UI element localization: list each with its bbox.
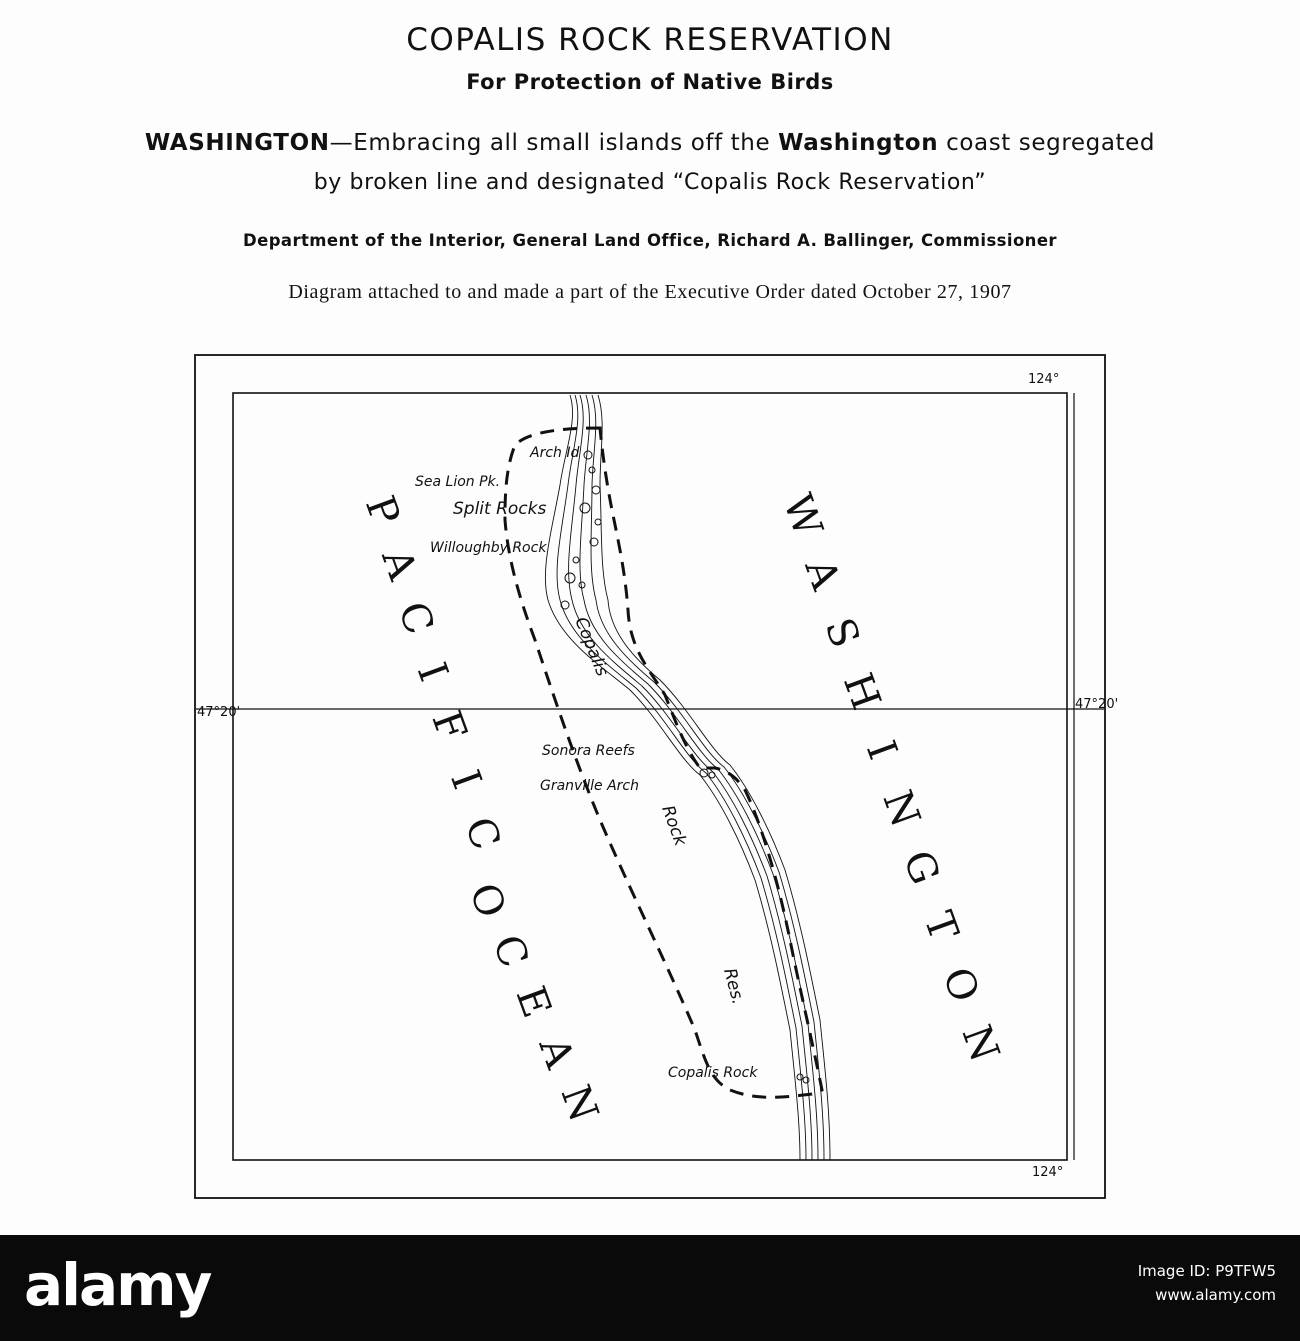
pacific-letter: C [388, 595, 443, 641]
washington-letter: T [914, 905, 967, 947]
department-line: Department of the Interior, General Land Office, Richard A. Ballinger, Commissioner [243, 231, 1057, 250]
ocean-letter: N [551, 1079, 607, 1128]
description-part-a: —Embracing all small islands off the [329, 130, 779, 156]
reservation-label-copalis: Copalis [570, 614, 613, 680]
description-state: WASHINGTON [144, 130, 330, 156]
description-line-2: by broken line and designated “Copalis Rock Reservation” [313, 170, 987, 195]
page-title: COPALIS ROCK RESERVATION [406, 22, 894, 58]
label-willoughby: Willoughby Rock [430, 540, 547, 556]
washington-letter: I [857, 734, 906, 766]
footer-bar [0, 1235, 1300, 1341]
islets [561, 451, 809, 1083]
longitude-label-top: 124° [1028, 372, 1060, 387]
washington-letter: G [893, 844, 948, 891]
label-sea-lion: Sea Lion Pk. [415, 474, 501, 490]
label-split-rocks: Split Rocks [453, 499, 547, 519]
reservation-label-res: Res. [719, 966, 748, 1007]
pacific-letter: I [441, 764, 490, 796]
page-subtitle: For Protection of Native Birds [466, 70, 834, 94]
latitude-label-right: 47°20' [1075, 697, 1119, 712]
washington-letter: N [873, 784, 929, 834]
label-copalis-rock: Copalis Rock [668, 1065, 758, 1081]
pacific-letter: I [407, 656, 457, 688]
reservation-label-rock: Rock [657, 802, 691, 849]
label-sonora: Sonora Reefs [542, 743, 635, 759]
ocean-letter: A [529, 1031, 583, 1075]
ocean-letter: O [459, 877, 515, 924]
washington-letter: W [773, 488, 831, 543]
description-part-c: coast segregated [938, 130, 1156, 156]
outer-map-frame [195, 355, 1105, 1198]
alamy-logo[interactable]: alamy [24, 1251, 211, 1319]
label-granville: Granville Arch [540, 778, 639, 794]
diagram-note: Diagram attached to and made a part of the Executive Order dated October 27, 1907 [288, 281, 1012, 303]
latitude-label-left: 47°20' [197, 705, 241, 720]
alamy-url[interactable]: www.alamy.com [1155, 1286, 1276, 1304]
pacific-letter: A [372, 542, 426, 586]
pacific-letter: F [422, 704, 476, 747]
washington-letter: N [952, 1019, 1008, 1068]
pacific-letter: P [355, 490, 409, 532]
ocean-letter: C [483, 929, 538, 974]
longitude-label-bottom: 124° [1032, 1165, 1064, 1180]
image-id-block [1138, 1259, 1276, 1307]
region-label-washington [0, 0, 308, 10]
ocean-letter: E [506, 980, 560, 1024]
washington-letter: S [815, 612, 869, 654]
description-part-b: Washington [778, 130, 939, 156]
washington-letters [774, 488, 1008, 1068]
label-archipelago: Arch Id [530, 445, 580, 461]
ocean-letters [460, 877, 607, 1128]
washington-letter: H [833, 667, 890, 716]
washington-letter: O [933, 961, 988, 1009]
image-id: Image ID: P9TFW5 [1137, 1262, 1276, 1280]
pacific-letter: C [455, 811, 510, 856]
washington-letter: A [795, 552, 849, 596]
